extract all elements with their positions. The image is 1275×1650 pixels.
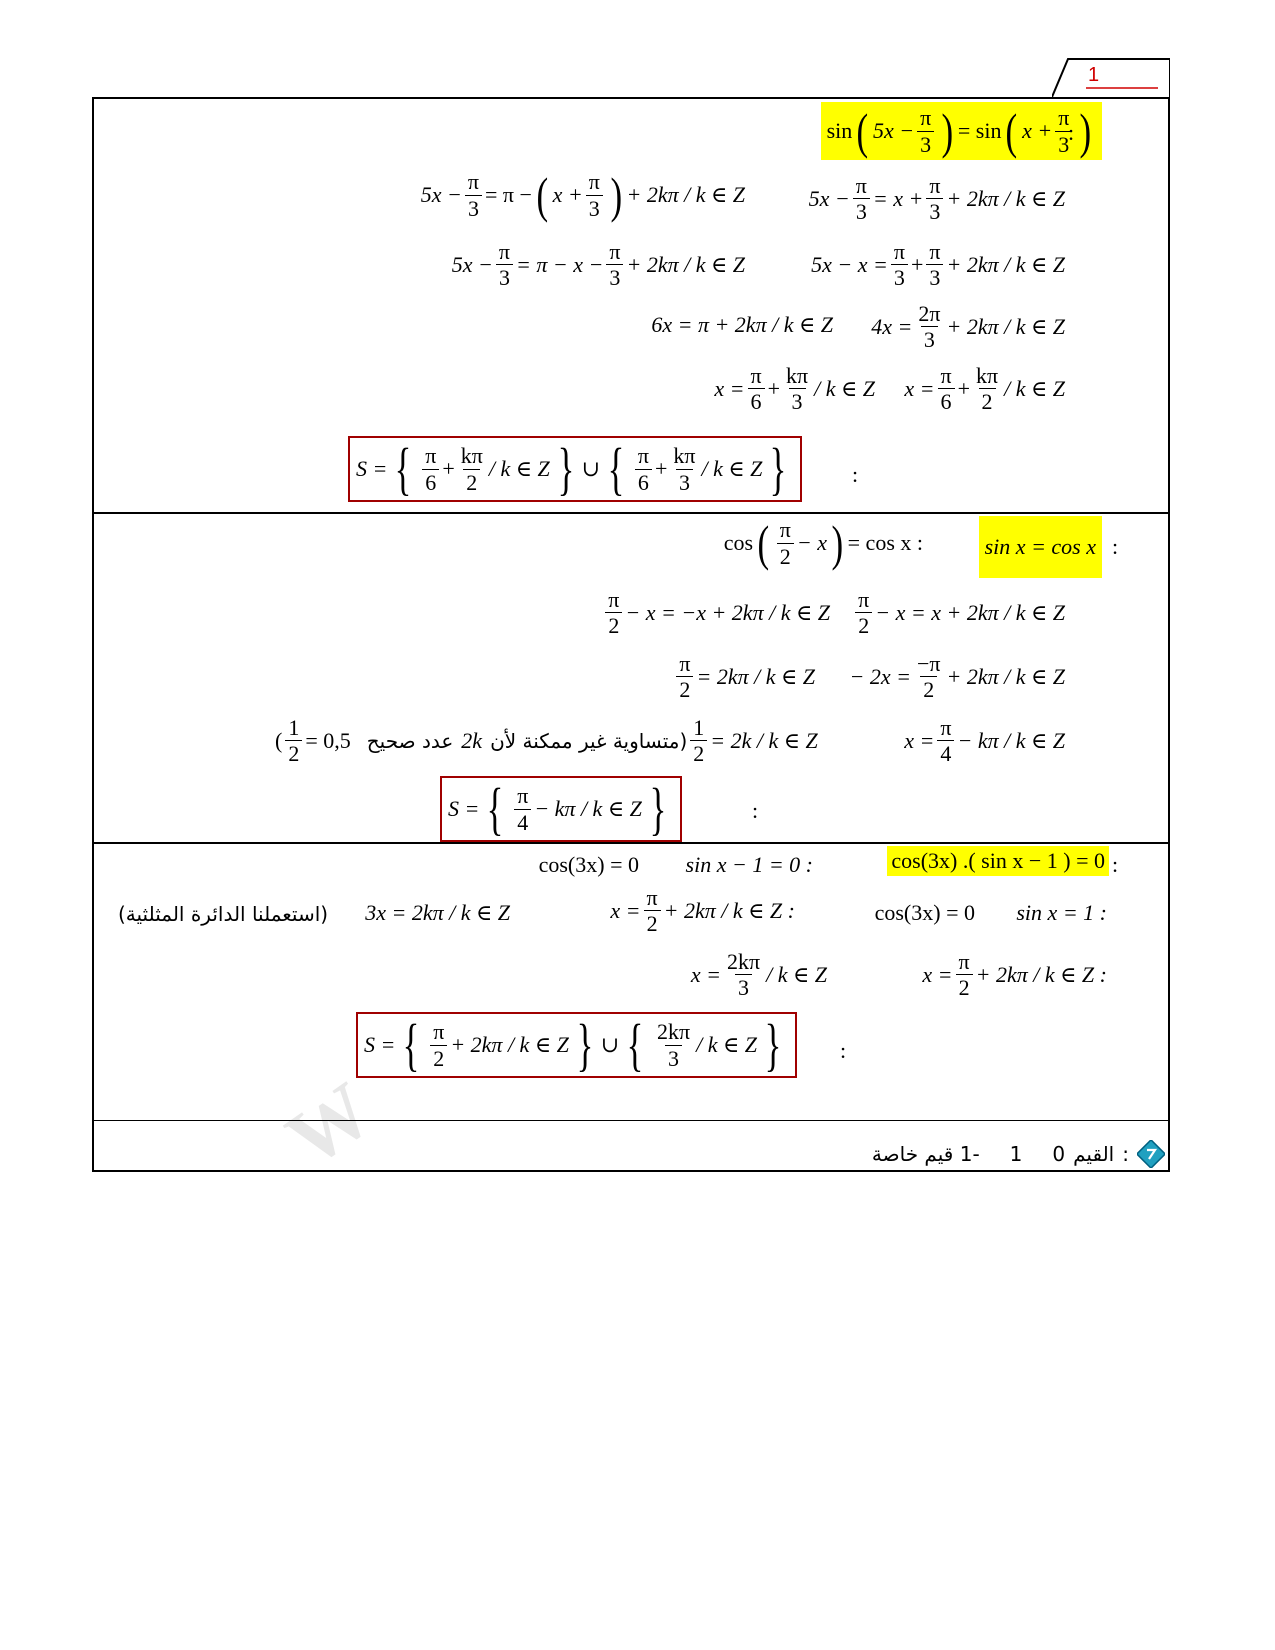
sec1-line1-left: 5x − $\frac{\pi}{3}$ = π − ( x + $\frac{\pi}{3}$ ) + 2kπ / k ∈ Z <box>420 167 745 223</box>
page-tab-outline <box>1052 58 1170 98</box>
sec3-line1-b: cos(3x) = 0 <box>874 900 975 925</box>
colon: : <box>1112 534 1119 559</box>
watermark: W <box>271 1066 388 1185</box>
sec1-line3-left: 6x = π + 2kπ / k ∈ Z <box>651 312 833 337</box>
sec2-line1-right: $\frac{\pi}{2}$ − x = x + 2kπ / k ∈ Z <box>852 588 1065 637</box>
colon: : <box>840 1038 847 1063</box>
sec2-line1-left: $\frac{\pi}{2}$ − x = −x + 2kπ / k ∈ Z <box>602 588 830 637</box>
fraction: $\frac{\pi}{3}$ <box>917 106 934 155</box>
footer-value-1: 1 <box>1009 1142 1023 1166</box>
sec2-line2-left: $\frac{\pi}{2}$ = 2kπ / k ∈ Z <box>673 652 815 701</box>
sec1-solution-box: S = { $\frac{\pi}{6}$ + $\frac{k\pi}{2}$ / k ∈ Z } ∪ { $\frac{\pi}{6}$ + $\frac{k\pi}{3}$ / k ∈ Z } <box>348 436 802 502</box>
sec3-split-b: cos(3x) = 0 <box>538 852 639 877</box>
sec2-line2-right: − 2x = $\frac{-\pi}{2}$ + 2kπ / k ∈ Z <box>849 651 1065 703</box>
sec3-split-a: sin x − 1 = 0 : <box>685 852 813 877</box>
diamond-icon <box>1137 1140 1165 1168</box>
section-divider <box>92 842 1170 844</box>
sec1-line3-right: 4x = $\frac{2\pi}{3}$ + 2kπ / k ∈ Z <box>871 301 1065 353</box>
sec3-arabic-note: (استعملنا الدائرة المثلثية) <box>118 902 329 926</box>
sec3-line1-c: x = $\frac{\pi}{2}$ + 2kπ / k ∈ Z : <box>610 885 795 937</box>
colon: : <box>1112 852 1119 877</box>
arabic-note: عدد صحيح <box>366 728 454 753</box>
colon: : <box>852 462 859 487</box>
sec3-line1-a: sin x = 1 : <box>1016 900 1107 925</box>
fraction: $\frac{\pi}{3}$ <box>1055 106 1072 155</box>
section-divider <box>92 512 1170 514</box>
colon: : <box>1068 120 1075 145</box>
eq-mid: = sin <box>957 118 1002 143</box>
sec1-line4-left: x = $\frac{\pi}{6}$ + $\frac{k\pi}{3}$ / k ∈ Z <box>714 363 875 415</box>
sec2-note-line: ( $\frac{1}{2}$ = 0,5 عدد صحيح 2k (متساوية غير ممكنة لأن $\frac{1}{2}$ = 2k / k ∈ Z <box>275 715 818 767</box>
sec1-line2-right: 5x − x = $\frac{\pi}{3}$ + $\frac{\pi}{3}$ + 2kπ / k ∈ Z <box>811 239 1065 291</box>
arabic-note: (متساوية غير ممكنة لأن <box>490 728 688 753</box>
footer-label: القيم <box>1073 1142 1115 1166</box>
footer-colon: : <box>1122 1142 1129 1166</box>
sec3-equation: cos(3x) .( sin x − 1 ) = 0 <box>887 846 1109 876</box>
sec2-cos-form: cos ( $\frac{\pi}{2}$ − x ) = cos x : <box>723 515 923 571</box>
sec2-solution-box: S = { $\frac{\pi}{4}$ − kπ / k ∈ Z } <box>440 776 682 842</box>
page-number-tab <box>1052 58 1170 98</box>
footer-topic <box>872 1140 1165 1168</box>
sec3-line2-right: x = $\frac{\pi}{2}$ + 2kπ / k ∈ Z : <box>922 949 1107 1001</box>
footer-tail: -1 قيم خاصة <box>871 1142 980 1166</box>
sec2-line3-right: x = $\frac{\pi}{4}$ − kπ / k ∈ Z <box>904 715 1065 767</box>
sec1-line2-left: 5x − $\frac{\pi}{3}$ = π − x − $\frac{\pi}{3}$ + 2kπ / k ∈ Z <box>451 239 745 291</box>
footer-value-0: 0 <box>1052 1142 1066 1166</box>
sec2-equation: sin x = cos x <box>979 516 1102 578</box>
sec3-solution-box: S = { $\frac{\pi}{2}$ + 2kπ / k ∈ Z } ∪ { $\frac{2k\pi}{3}$ / k ∈ Z } <box>356 1012 797 1078</box>
colon: : <box>752 798 759 823</box>
sec3-line2-left: x = $\frac{2k\pi}{3}$ / k ∈ Z <box>690 949 827 1001</box>
sec1-line1-right: 5x − $\frac{\pi}{3}$ = x + $\frac{\pi}{3}$ + 2kπ / k ∈ Z <box>808 173 1065 225</box>
sec3-line1-d: 3x = 2kπ / k ∈ Z <box>365 900 510 925</box>
sec1-equation: sin ( 5x − $\frac{\pi}{3}$ ) = sin ( x + $\frac{\pi}{3}$ ) <box>821 102 1102 160</box>
page-number: 1 <box>1088 64 1100 86</box>
sin-label: sin <box>826 118 853 143</box>
sec1-line4-right: x = $\frac{\pi}{6}$ + $\frac{k\pi}{2}$ / k ∈ Z <box>904 363 1065 415</box>
footer-divider <box>92 1120 1170 1121</box>
